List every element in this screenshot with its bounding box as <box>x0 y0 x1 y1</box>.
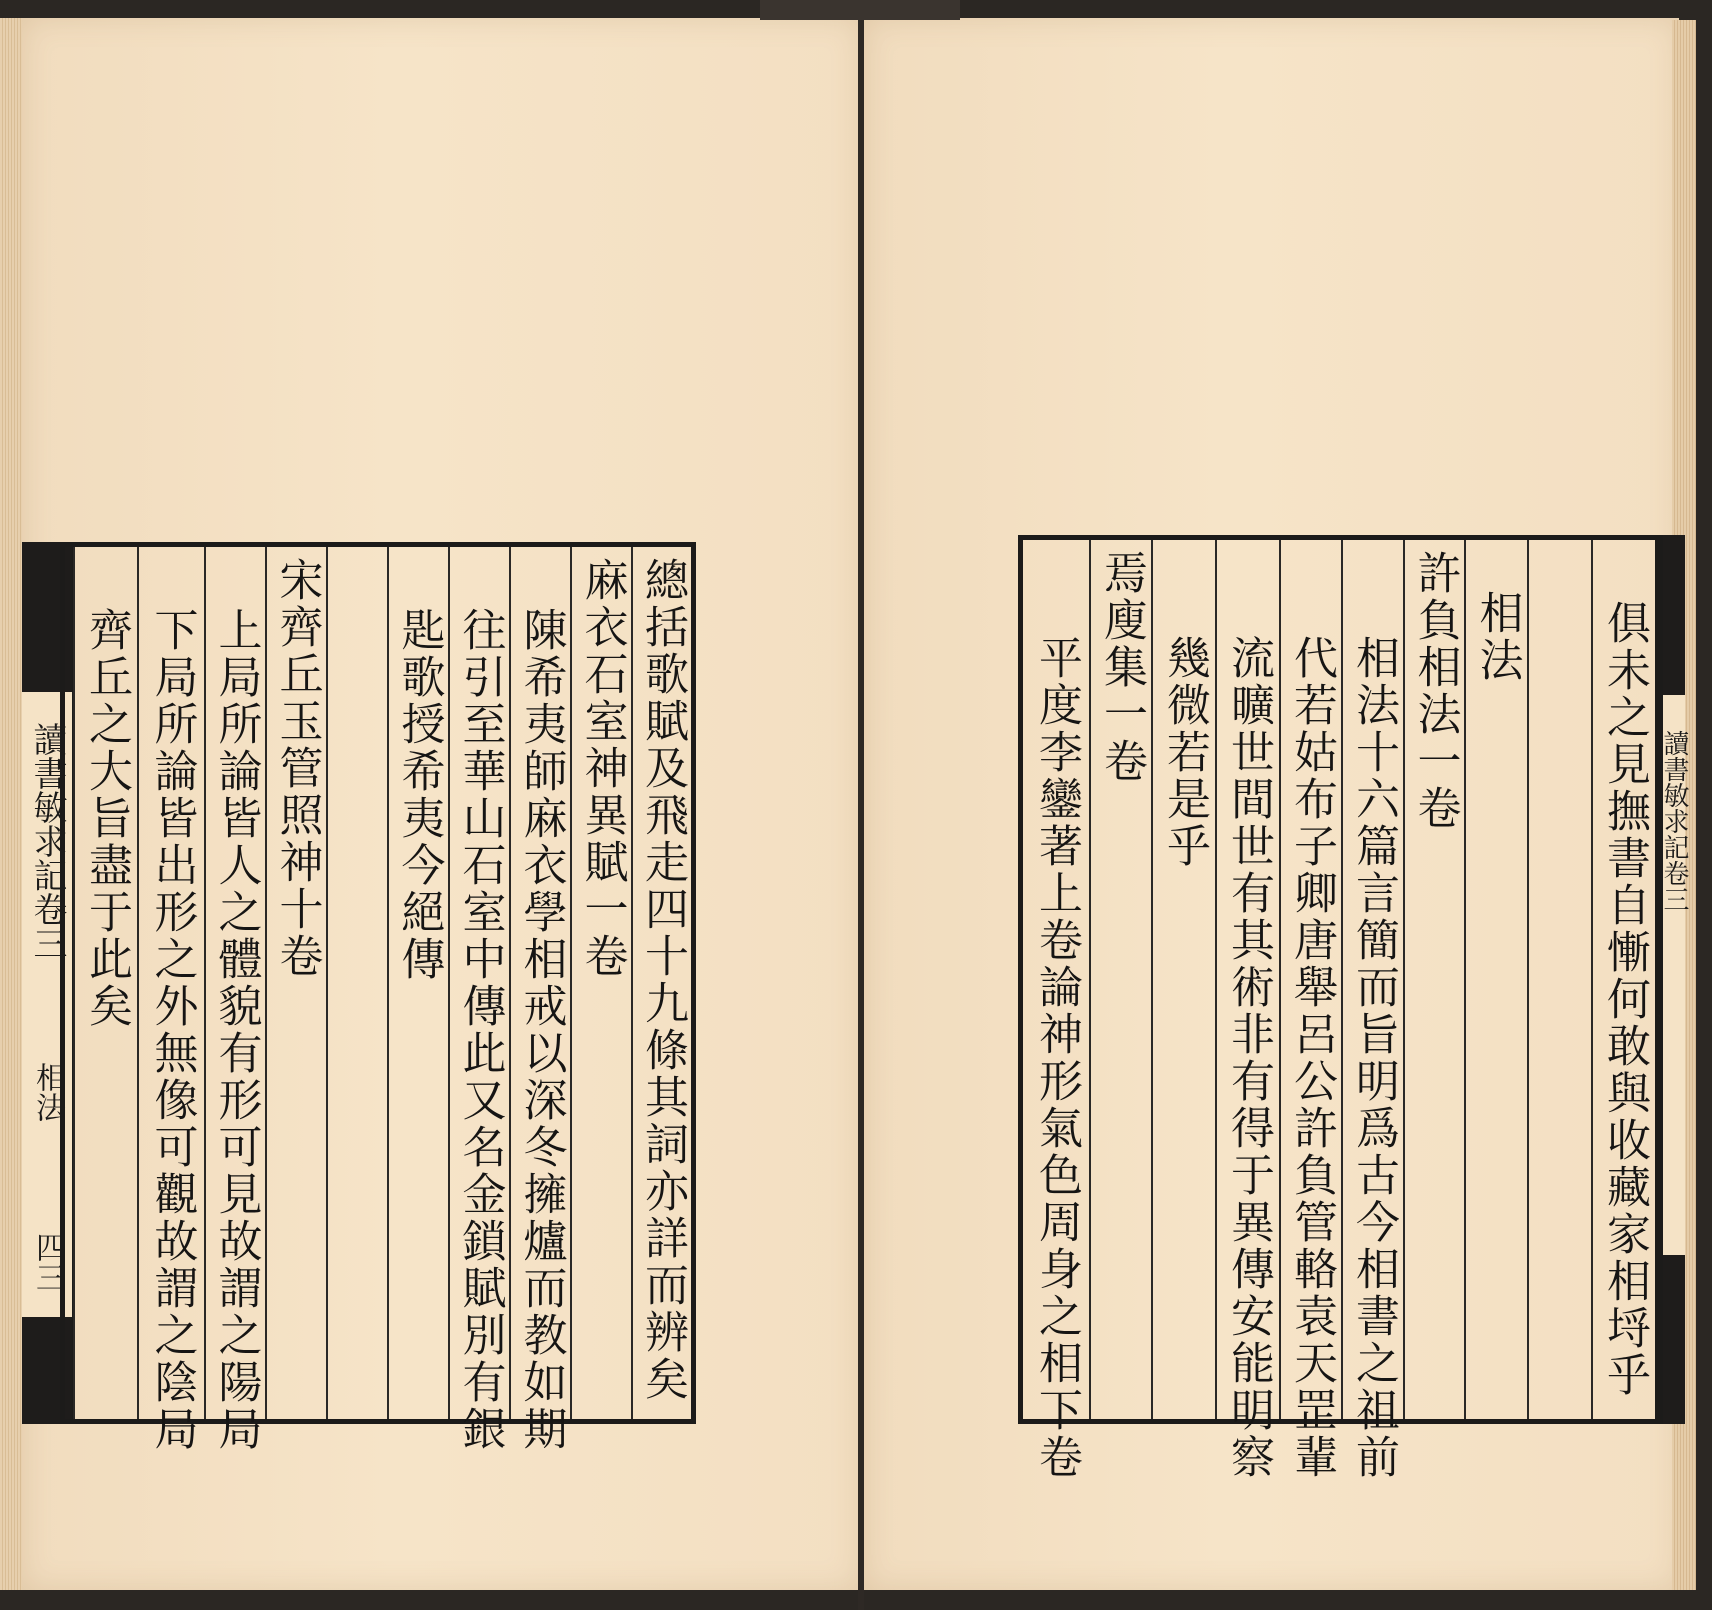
left-text-frame <box>60 542 696 1453</box>
column-text: 齊丘之大旨盡于此矣 <box>81 607 132 1030</box>
text-column <box>387 547 448 1419</box>
column-text: 焉廋集一卷 <box>1096 550 1147 785</box>
column-text: 往引至華山石室中傳此又名金鎖賦別有銀 <box>454 607 506 1453</box>
column-text: 麻衣石室神異賦一卷 <box>576 557 628 980</box>
column-text: 下局所論皆出形之外無像可觀故謂之陰局 <box>146 607 198 1453</box>
text-column <box>326 547 387 1419</box>
text-column <box>1279 540 1341 1481</box>
text-column <box>1215 540 1279 1481</box>
text-column <box>1591 540 1655 1419</box>
text-column <box>1341 540 1403 1481</box>
right-banxin <box>1659 535 1689 1424</box>
banxin-title: 讀書敏求記卷三 <box>1659 730 1689 912</box>
banxin-title: 讀書敏求記卷三 <box>27 722 67 960</box>
column-text: 相法十六篇言簡而旨明爲古今相書之祖前 <box>1348 635 1399 1481</box>
column-text: 宋齊丘玉管照神十卷 <box>271 557 323 980</box>
column-text: 匙歌授希夷今絕傳 <box>393 607 445 983</box>
text-column <box>570 547 631 1419</box>
column-text: 總括歌賦及飛走四十九條其詞亦詳而辨矣 <box>637 557 688 1403</box>
text-column <box>1151 540 1215 1419</box>
column-text: 幾微若是乎 <box>1159 635 1210 870</box>
text-column <box>448 547 509 1453</box>
text-column <box>1023 540 1089 1481</box>
column-text: 平度李鑾著上卷論神形氣色周身之相下卷 <box>1031 635 1082 1481</box>
right-text-frame <box>1018 535 1660 1481</box>
text-column <box>1527 540 1591 1419</box>
column-text: 上局所論皆人之體貌有形可見故謂之陽局 <box>210 607 262 1453</box>
book-spine <box>858 0 864 1610</box>
banxin-folio: 四三 <box>30 1232 65 1292</box>
column-text: 相法 <box>1471 590 1523 684</box>
text-column <box>265 547 326 1419</box>
text-column <box>1403 540 1464 1419</box>
text-column <box>509 547 570 1453</box>
column-text: 流曠世間世有其術非有得于異傳安能明察 <box>1223 635 1274 1481</box>
column-text: 許負相法一卷 <box>1409 550 1461 832</box>
text-column <box>631 547 691 1419</box>
fish-tail-bottom <box>1663 1255 1685 1424</box>
banxin-section: 相法 <box>30 1062 65 1122</box>
fish-tail-top <box>1663 535 1685 695</box>
text-column <box>1464 540 1527 1419</box>
binding-clip <box>760 0 960 20</box>
text-column <box>73 547 137 1419</box>
column-text: 代若姑布子卿唐舉呂公許負管輅袁天罡輩 <box>1286 635 1337 1481</box>
text-column <box>204 547 265 1453</box>
column-text: 俱未之見撫書自慚何敢與收藏家相埒乎 <box>1599 600 1650 1399</box>
column-text: 陳希夷師麻衣學相戒以深冬擁爐而教如期 <box>515 607 567 1453</box>
text-column <box>1089 540 1151 1419</box>
text-column <box>137 547 204 1453</box>
